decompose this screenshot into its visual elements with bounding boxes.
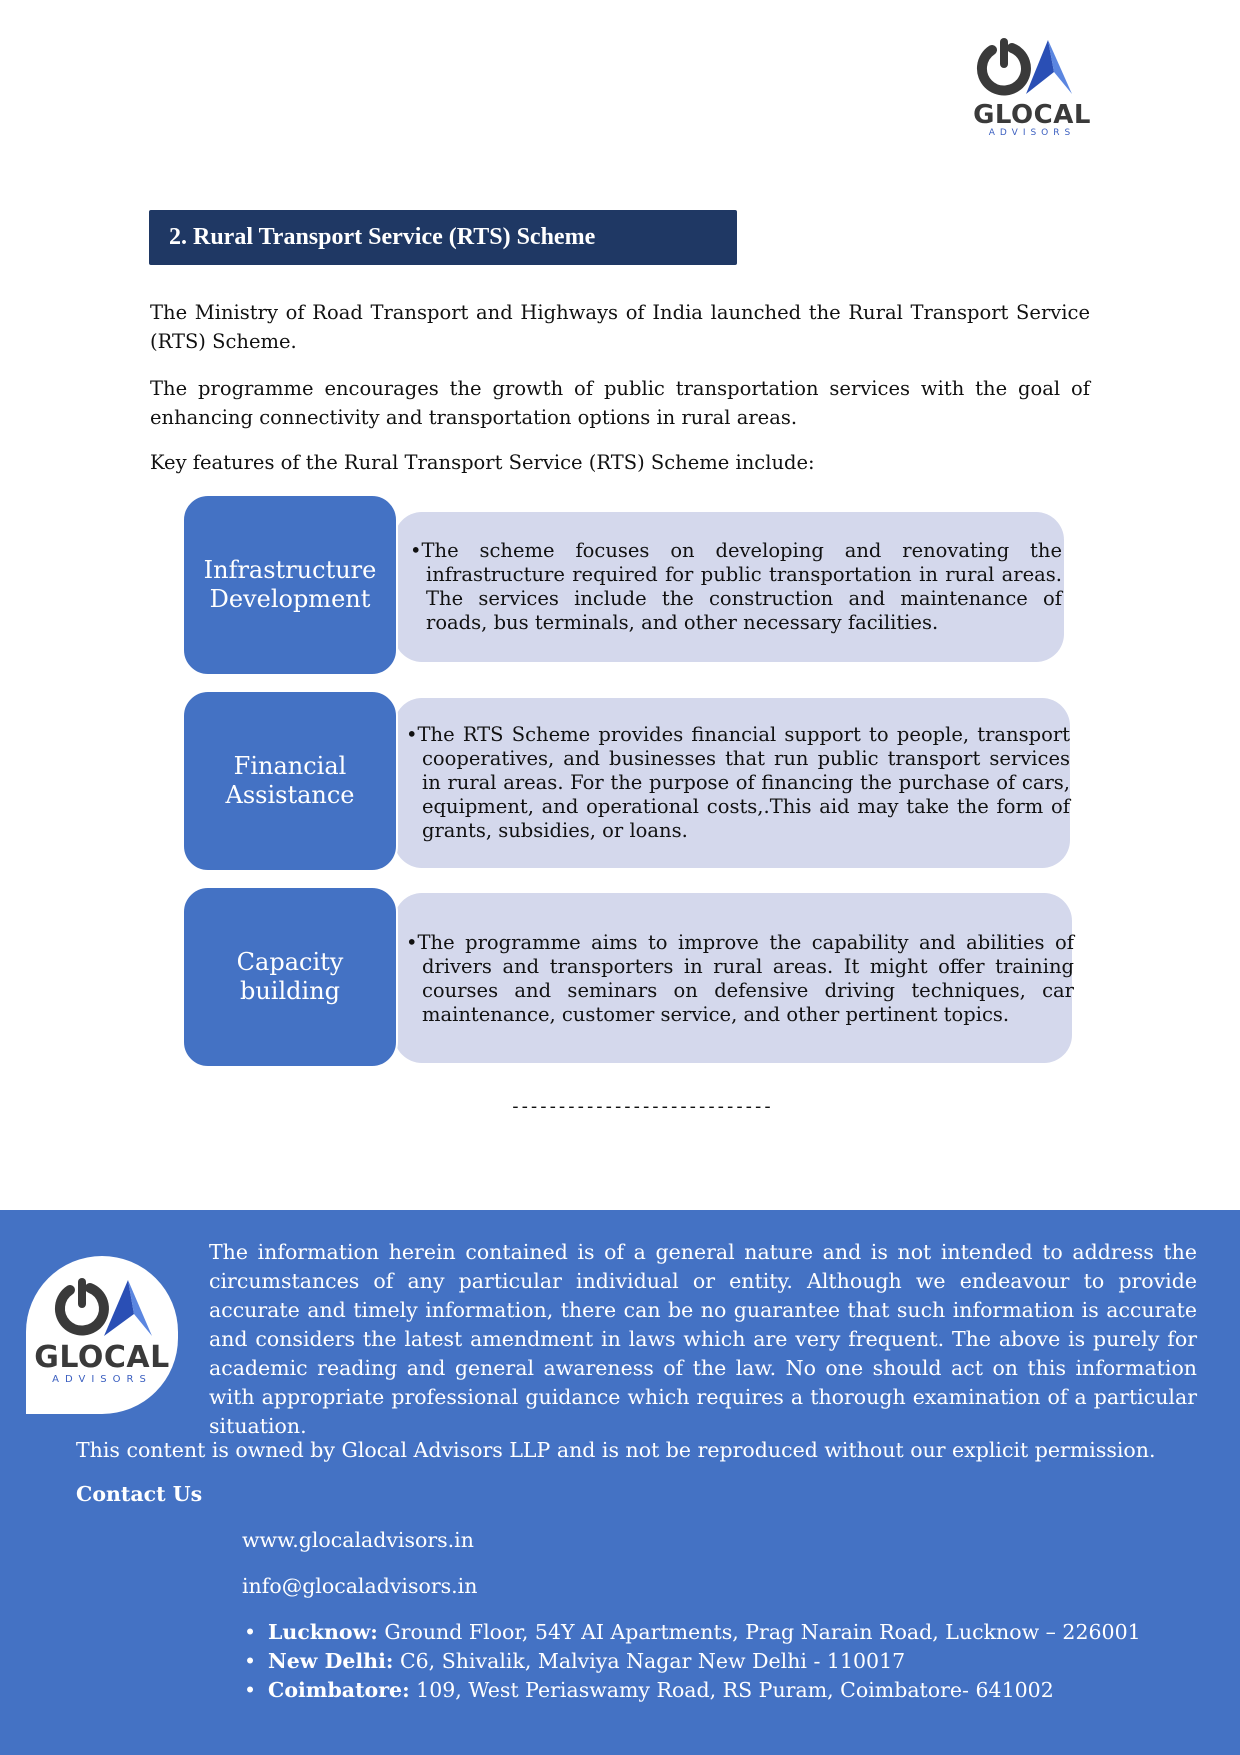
section-title: 2. Rural Transport Service (RTS) Scheme bbox=[149, 210, 737, 265]
glocal-logo-mark-icon bbox=[26, 1256, 178, 1340]
bullet: • bbox=[244, 1620, 257, 1644]
ownership-notice: This content is owned by Glocal Advisors LLP and is not be reproduced without our explicit permission. bbox=[76, 1438, 1156, 1462]
feature-text-infrastructure bbox=[410, 539, 1062, 635]
office-item-new-delhi bbox=[242, 1647, 1141, 1676]
feature-title-financial: Financial Assistance bbox=[182, 690, 398, 872]
logo-tagline: ADVISORS bbox=[988, 128, 1076, 138]
glocal-logo bbox=[972, 38, 1092, 138]
website-link[interactable]: www.glocaladvisors.in bbox=[242, 1528, 474, 1552]
office-address: Ground Floor, 54Y AI Apartments, Prag Narain Road, Lucknow – 226001 bbox=[377, 1620, 1141, 1644]
feature-title-capacity: Capacity building bbox=[182, 886, 398, 1068]
footer-logo bbox=[26, 1256, 178, 1414]
logo-wordmark: GLOCAL bbox=[973, 100, 1091, 130]
footer bbox=[0, 1210, 1240, 1755]
feature-description: The scheme focuses on developing and renovating the infrastructure required for public transportation in rural areas. The services include the construction and maintenance of roads, bus terminals, and other necessary facilities. bbox=[421, 539, 1062, 634]
section-divider: ---------------------------- bbox=[510, 1096, 772, 1117]
office-address: C6, Shivalik, Malviya Nagar New Delhi - 110017 bbox=[393, 1649, 906, 1673]
office-item-lucknow bbox=[242, 1618, 1141, 1647]
office-city: Lucknow: bbox=[268, 1620, 378, 1644]
feature-text-financial bbox=[406, 723, 1070, 843]
intro-paragraph-2: The programme encourages the growth of public transportation services with the goal of enhancing connectivity and transportation options in rural areas. bbox=[150, 377, 1090, 429]
bullet: • bbox=[406, 723, 418, 746]
intro-paragraph-1: The Ministry of Road Transport and Highways of India launched the Rural Transport Service (RTS) Scheme. bbox=[150, 301, 1090, 353]
intro-paragraph-3: Key features of the Rural Transport Service (RTS) Scheme include: bbox=[150, 451, 815, 474]
office-city: Coimbatore: bbox=[268, 1678, 410, 1702]
feature-description: The RTS Scheme provides financial support to people, transport cooperatives, and businesses that run public transport services in rural areas. For the purpose of financing the purchase of cars, equipment, and operational costs,.This aid may take the form of grants, subsidies, or loans. bbox=[417, 723, 1070, 842]
feature-description: The programme aims to improve the capability and abilities of drivers and transporters in rural areas. It might offer training courses and seminars on defensive driving techniques, car maintenance, customer service, and other pertinent topics. bbox=[417, 931, 1074, 1026]
office-city: New Delhi: bbox=[268, 1649, 394, 1673]
bullet: • bbox=[410, 539, 422, 562]
feature-title-infrastructure: Infrastructure Development bbox=[182, 494, 398, 676]
office-list bbox=[242, 1618, 1141, 1705]
bullet: • bbox=[244, 1649, 257, 1673]
email-link[interactable]: info@glocaladvisors.in bbox=[242, 1574, 478, 1598]
logo-wordmark: GLOCAL bbox=[34, 1340, 170, 1375]
logo-tagline: ADVISORS bbox=[52, 1374, 152, 1385]
office-item-coimbatore bbox=[242, 1676, 1141, 1705]
feature-text-capacity bbox=[406, 931, 1074, 1027]
contact-heading: Contact Us bbox=[76, 1482, 203, 1506]
bullet: • bbox=[244, 1678, 257, 1702]
disclaimer-text: The information herein contained is of a general nature and is not intended to address the circumstances of any particular individual or entity. Although we endeavour to provide accurate and timely information, there can be no guarantee that such information is accurate and considers the latest amendment in laws which are very frequent. The above is purely for academic reading and general awareness of the law. No one should act on this information with appropriate professional guidance which requires a thorough examination of a particular situation. bbox=[209, 1240, 1197, 1438]
office-address: 109, West Periaswamy Road, RS Puram, Coimbatore- 641002 bbox=[409, 1678, 1054, 1702]
glocal-logo-mark-icon bbox=[972, 38, 1092, 100]
bullet: • bbox=[406, 931, 418, 954]
